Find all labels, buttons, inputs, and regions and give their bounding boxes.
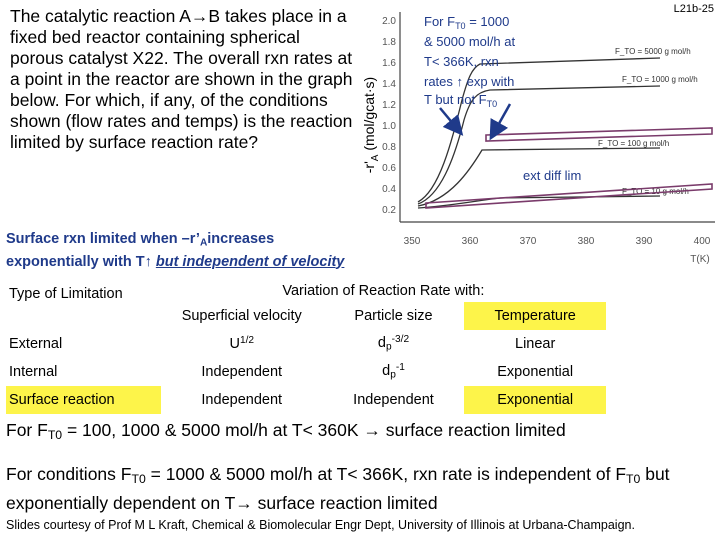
table-row xyxy=(6,330,606,358)
conclusion-1: For $F_{T0} = 100$, 1000 & 5000 mol/h at T< 360K → surface reaction limited xyxy=(6,420,566,443)
x-tick-label: 370 xyxy=(519,236,537,247)
curve-label: F_TO = 5000 g mol/h xyxy=(615,47,691,56)
cell-velocity: Independent xyxy=(201,364,283,380)
annotation-line: T but not $F_{T0}$ xyxy=(424,92,498,109)
table-row xyxy=(6,386,606,414)
curve-label: F_TO = 100 g mol/h xyxy=(598,139,670,148)
ext-diff-box-lower xyxy=(426,184,712,208)
question-text: The catalytic reaction A→B takes place in a fixed bed reactor containing spherical porous catalyst X22. The overall rxn rates at a point in the reactor are shown in the graph below. For which, if any, of the conditions shown (flow rates and temps) is the reaction limited by surface reaction rate? xyxy=(10,6,353,152)
x-tick-label: 350 xyxy=(403,236,421,247)
surface-rxn-note: Surface rxn limited when $-r’_Aincreases$ exponentially with T↑ but independent of velocity xyxy=(6,231,345,270)
y-tick-label: 0.4 xyxy=(382,184,396,195)
column-header-velocity: Superficial velocity xyxy=(181,308,302,324)
column-header-particle-size: Particle size xyxy=(354,308,433,324)
y-tick-label: 1.0 xyxy=(382,121,396,132)
cell-particle-size: Independent xyxy=(353,392,434,408)
y-tick-label: 2.0 xyxy=(382,16,396,27)
y-tick-label: 1.2 xyxy=(382,100,396,111)
cell-temperature: Exponential xyxy=(497,364,574,380)
footer-credit: Slides courtesy of Prof M L Kraft, Chemical & Biomolecular Engr Dept, University of Illinois at Urbana-Champaign. xyxy=(6,518,635,532)
annotation-line: For $F_{T0} = 1000$ xyxy=(424,14,510,31)
row-type-external: External xyxy=(9,336,63,352)
y-tick-label: 0.8 xyxy=(382,142,396,153)
annotation-line: & 5000 mol/h at xyxy=(424,34,516,49)
variation-header: Variation of Reaction Rate with: xyxy=(282,283,485,299)
column-header-temperature: Temperature xyxy=(464,302,606,330)
annotation-line: rates ↑ exp with xyxy=(424,74,515,89)
cell-temperature: Exponential xyxy=(464,386,606,414)
x-tick-label: 380 xyxy=(577,236,595,247)
y-tick-label: 1.6 xyxy=(382,58,396,69)
cell-particle-size: $d_p^{-1}$ xyxy=(382,362,405,381)
annotation-line: T< 366K, rxn xyxy=(424,54,499,69)
cell-particle-size: $d_p^{-3/2}$ xyxy=(377,334,410,353)
y-axis-label: $-r'_A$ (mol/gcat·s) xyxy=(361,76,381,174)
y-tick-label: 1.8 xyxy=(382,37,396,48)
x-axis-label: T(K) xyxy=(690,254,710,265)
y-tick-label: 0.6 xyxy=(382,163,396,174)
curve-label: F_TO = 10 g mol/h xyxy=(622,187,689,196)
row-type-surface-reaction: Surface reaction xyxy=(6,386,161,414)
conclusion-2: For conditions $F_{T0} = 1000$ & 5000 mol/h at T< 366K, rxn rate is independent of $F_{T0}$ but exponentially dependent on T→ surface reaction limited xyxy=(6,464,670,514)
y-tick-label: 0.2 xyxy=(382,205,396,216)
table-row xyxy=(6,358,606,386)
type-of-limitation-header: Type of Limitation xyxy=(9,286,123,302)
x-tick-label: 360 xyxy=(461,236,479,247)
curve-label: F_TO = 1000 g mol/h xyxy=(622,75,698,84)
ext-diff-label: ext diff lim xyxy=(523,168,582,183)
cell-velocity: $U^{1/2}$ xyxy=(229,334,255,352)
slide-id: L21b-25 xyxy=(673,3,714,15)
cell-velocity: Independent xyxy=(201,392,283,408)
y-tick-label: 1.4 xyxy=(382,79,396,90)
x-tick-label: 390 xyxy=(635,236,653,247)
rate-vs-temperature-graph xyxy=(360,0,720,272)
limitation-table xyxy=(6,280,606,414)
row-type-internal: Internal xyxy=(9,364,58,380)
x-tick-label: 400 xyxy=(693,236,711,247)
cell-temperature: Linear xyxy=(515,336,556,352)
